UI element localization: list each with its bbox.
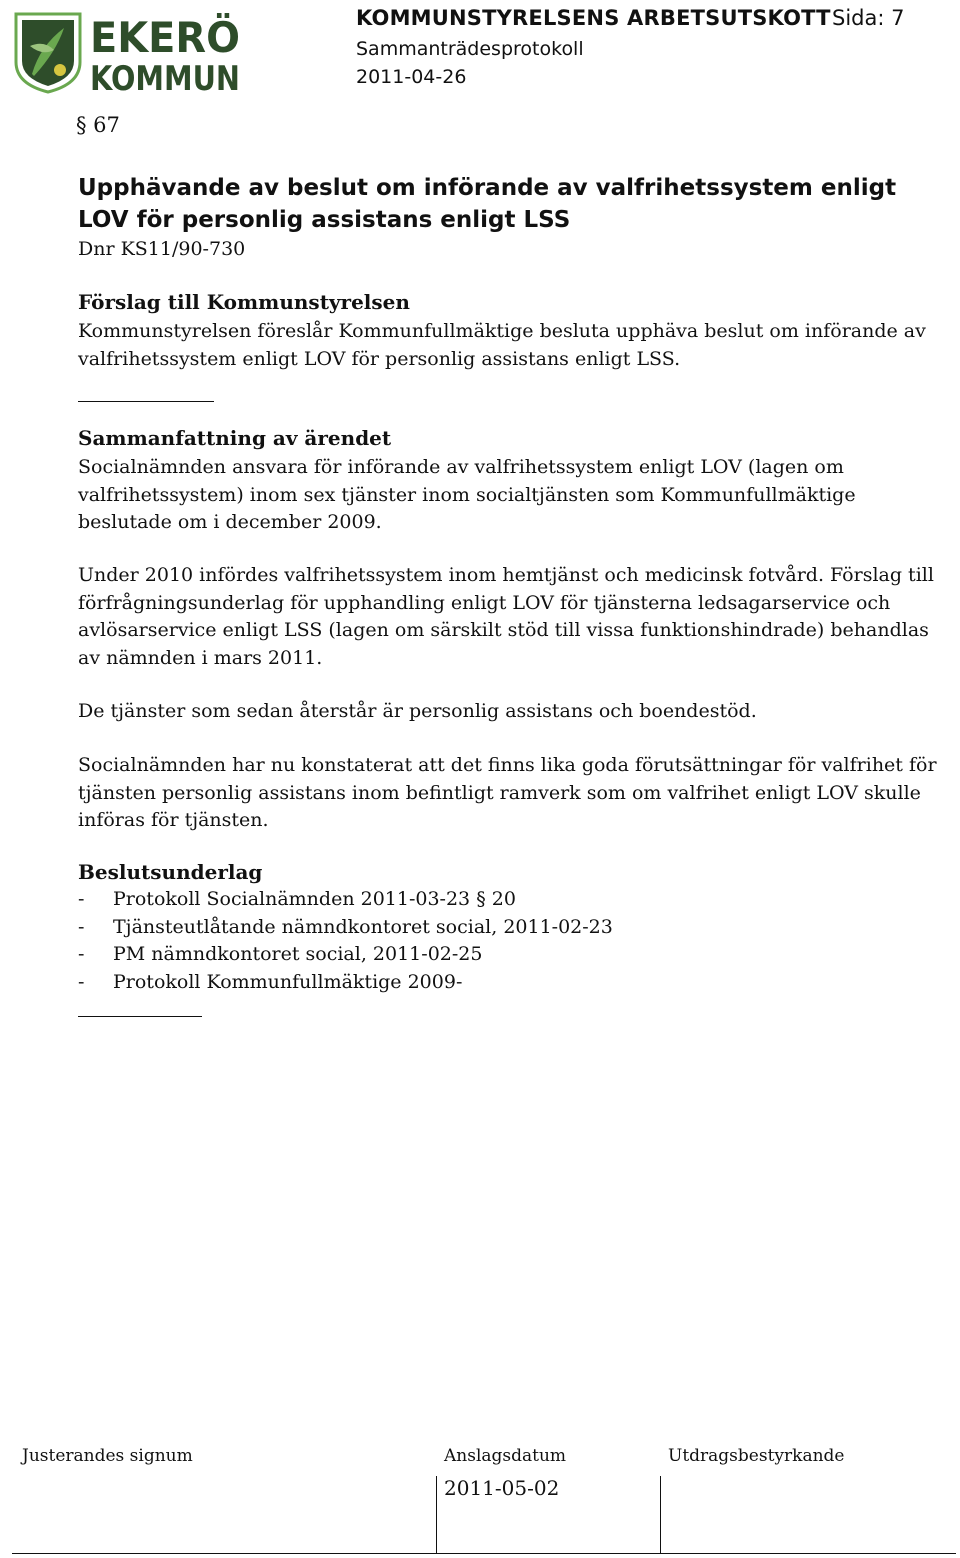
paragraph-number: § 67 <box>76 113 120 137</box>
basis-heading: Beslutsunderlag <box>78 860 263 884</box>
logo-text-ekero: EKERÖ <box>90 13 248 62</box>
summary-paragraph-3: De tjänster som sedan återstår är personlig assistans och boendestöd. <box>78 700 757 722</box>
document-type: Sammanträdesprotokoll <box>356 38 584 60</box>
page-number: Sida: 7 <box>832 6 905 30</box>
list-item-text: Protokoll Kommunfullmäktige 2009- <box>113 970 463 993</box>
case-title: Upphävande av beslut om införande av valfrihetssystem enligt LOV för personlig assistans enligt LSS <box>78 175 897 233</box>
list-item <box>78 969 613 997</box>
meeting-date: 2011-04-26 <box>356 66 467 88</box>
proposal-heading: Förslag till Kommunstyrelsen <box>78 290 410 314</box>
case-reference: Dnr KS11/90-730 <box>78 238 246 260</box>
divider-line <box>78 401 214 402</box>
list-item <box>78 886 613 914</box>
signature-label: Justerandes signum <box>22 1446 193 1466</box>
posted-date: 2011-05-02 <box>444 1476 560 1500</box>
list-dash: - <box>78 888 85 910</box>
basis-list <box>78 886 613 996</box>
summary-paragraph-4: Socialnämnden har nu konstaterat att det finns lika goda förutsättningar för valfrihet för tjänsten personlig assistans inom befintligt ramverk som om valfrihet enligt LOV skulle införas för tjänsten. <box>78 754 937 831</box>
summary-paragraph-1: Socialnämnden ansvara för införande av valfrihetssystem enligt LOV (lagen om valfrihetssystem) inom sex tjänster inom socialtjänsten som Kommunfullmäktige beslutade om i december 2009. <box>78 456 856 533</box>
list-dash: - <box>78 943 85 965</box>
committee-title: KOMMUNSTYRELSENS ARBETSUTSKOTT <box>356 6 831 30</box>
divider-line <box>78 1016 202 1017</box>
coat-of-arms-icon <box>10 6 248 99</box>
logo-text-kommun: KOMMUN <box>90 59 240 99</box>
footer-bottom-line <box>12 1553 956 1554</box>
list-item-text: Tjänsteutlåtande nämndkontoret social, 2011-02-23 <box>113 915 613 938</box>
list-item <box>78 941 613 969</box>
summary-paragraph-2: Under 2010 infördes valfrihetssystem inom hemtjänst och medicinsk fotvård. Förslag till förfrågningsunderlag för upphandling enligt LOV för tjänsterna ledsagarservice och avlösarservice enligt LSS (lagen om särskilt stöd till vissa funktionshindrade) behandlas av nämnden i mars 2011. <box>78 564 934 669</box>
list-item <box>78 914 613 942</box>
list-dash: - <box>78 970 85 993</box>
certified-label: Utdragsbestyrkande <box>668 1446 845 1466</box>
posted-date-label: Anslagsdatum <box>444 1446 567 1466</box>
summary-heading: Sammanfattning av ärendet <box>78 426 392 450</box>
list-item-text: Protokoll Socialnämnden 2011-03-23 § 20 <box>113 888 516 910</box>
proposal-text: Kommunstyrelsen föreslår Kommunfullmäktige besluta upphäva beslut om införande av valfrihetssystem enligt LOV för personlig assistans enligt LSS. <box>78 320 926 370</box>
footer-divider <box>660 1476 661 1554</box>
list-dash: - <box>78 915 85 938</box>
footer-divider <box>436 1476 437 1554</box>
list-item-text: PM nämndkontoret social, 2011-02-25 <box>113 943 483 965</box>
municipality-logo <box>10 6 248 99</box>
